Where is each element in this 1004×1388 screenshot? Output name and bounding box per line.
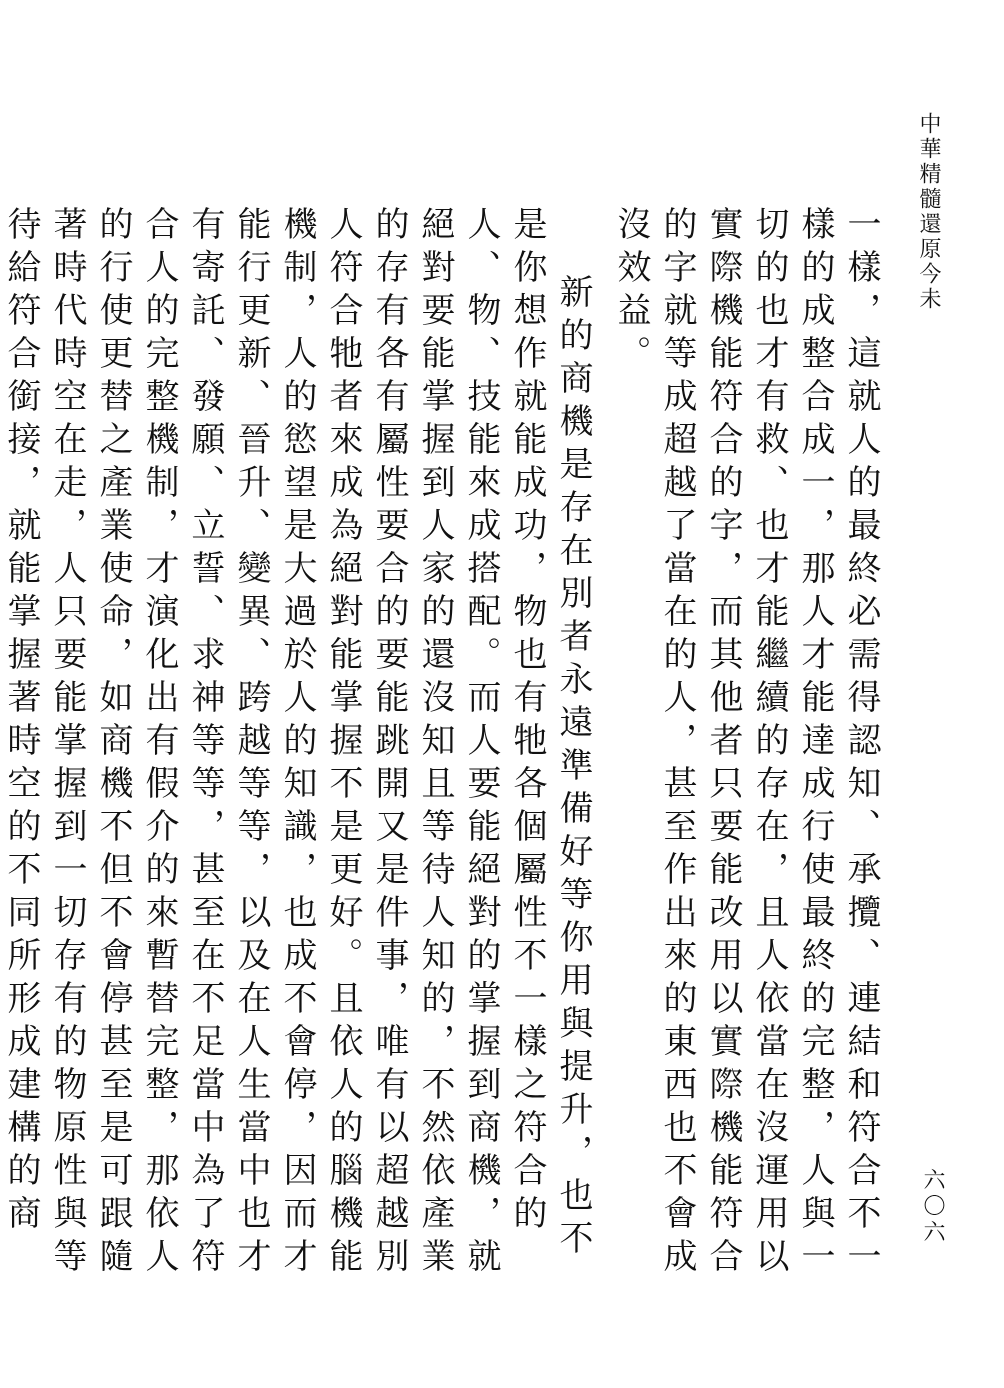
paragraph: 新的商機是存在別者永遠準備好等你用與提升，也不是你想作就能成功，物也有牠各個屬性不一樣之符合的人、物、技能來成搭配。而人要能絕對的掌握到商機，就絕對要能掌握到人家的還沒知且等待人知的，不然依產業的存有各有屬性要合的要能跳開又是件事，唯有以超越別人符合牠者來成為絕對能掌握不是更好。且依人的腦機能機制，人的慾望是大過於人的知識，也成不會停，因而才能行更新、晉升、變異、跨越等等，以及在人生當中也才有寄託、發願、立誓、求神等等，甚至在不足當中為了符合人的完整機制，才演化出有假介的來暫替完整，那依人的行使更替之產業使命，如商機不但不會停甚至是可跟隨著時代時空在走，人只要能掌握到一切存有的物原性與等待給符合銜接，就能掌握著時空的不同所形成建構的商 xyxy=(1,206,593,1281)
running-head: 中華精髓還原今未 xyxy=(916,112,941,312)
paragraph: 一樣，這就人的最終必需得認知、承攬、連結和符合不一樣的成整合成一，那人才能達成行使最終的完整，人與一切的也才有救、也才能繼續的存在，且人依當在沒運用以實際機能符合的字，而其他者只要能改用以實際機能符合的字就等成超越了當在的人，甚至作出來的東西也不會成沒效益。 xyxy=(611,206,881,1281)
page-number: 六〇六 xyxy=(920,1168,945,1246)
body-text xyxy=(1,206,884,1286)
